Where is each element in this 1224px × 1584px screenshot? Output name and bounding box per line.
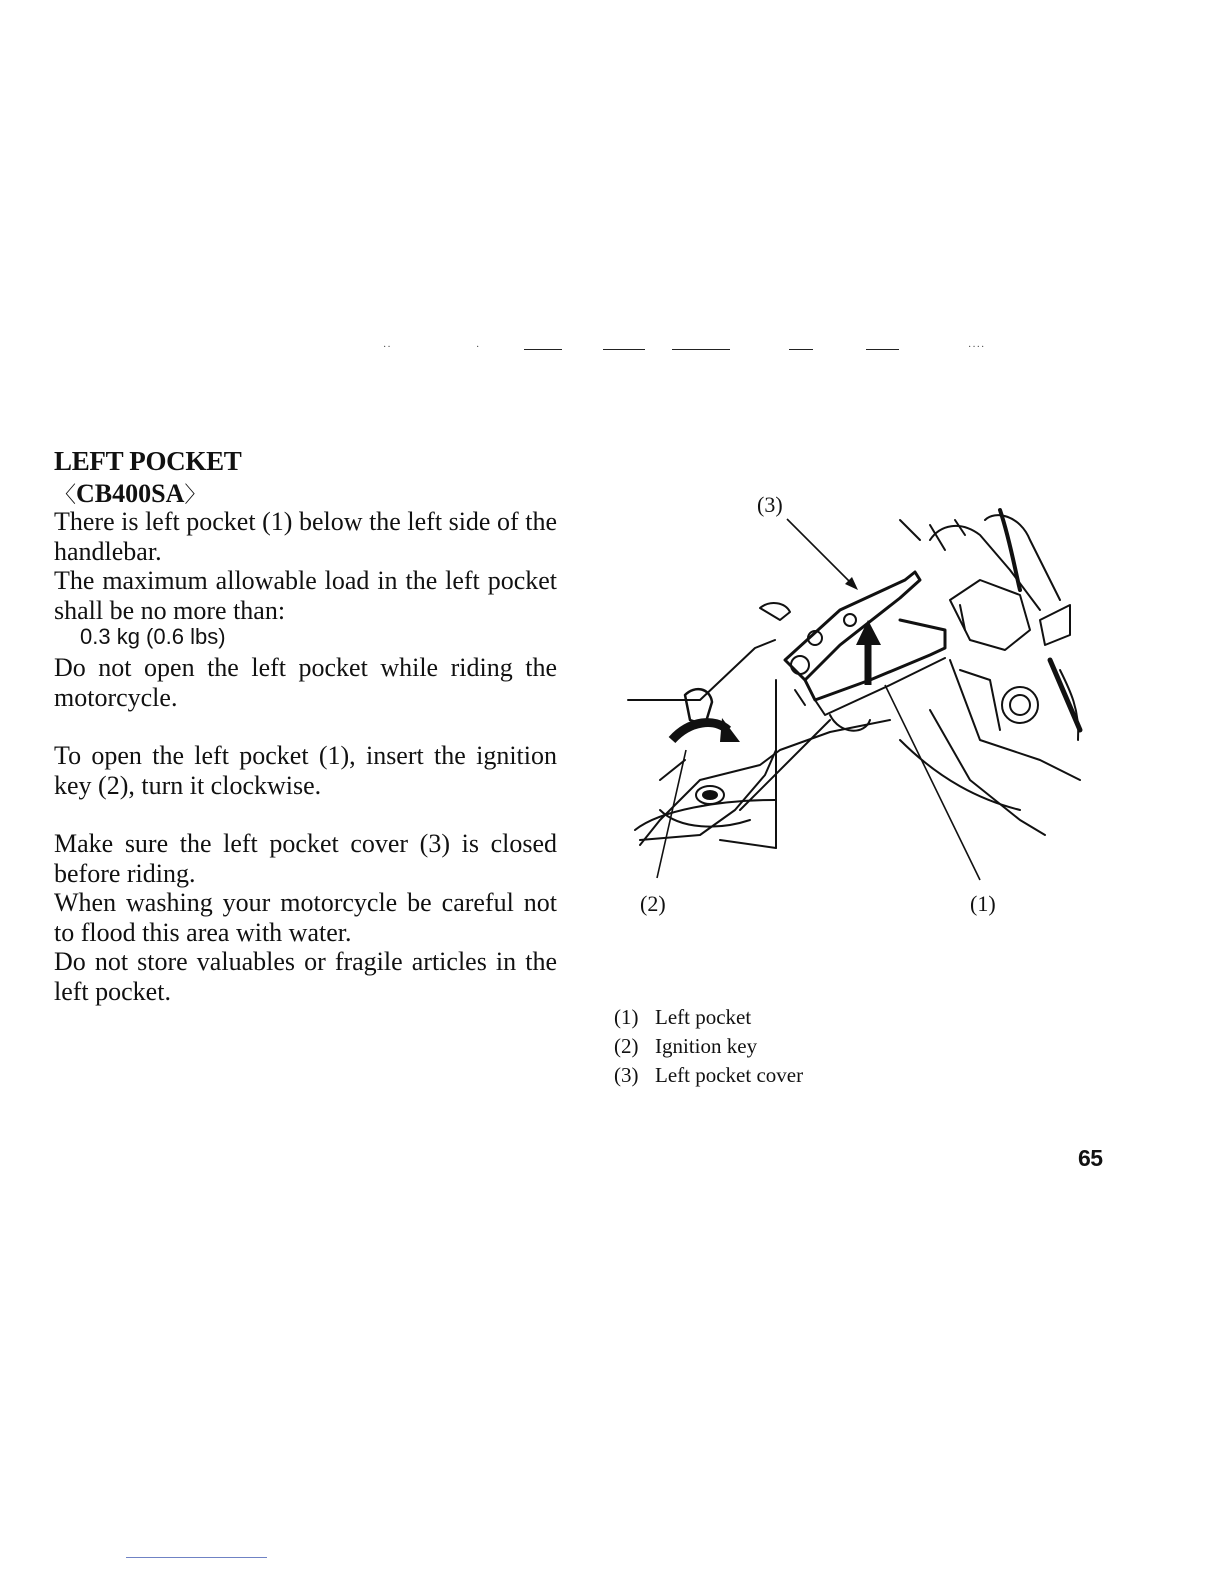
legend-number: (1) — [614, 1005, 639, 1029]
legend-label: Left pocket — [655, 1005, 752, 1029]
legend-number: (3) — [614, 1063, 639, 1087]
paragraph-close-cover: Make sure the left pocket cover (3) is closed before riding. — [54, 829, 557, 888]
legend-number: (2) — [614, 1034, 639, 1058]
model-name: CB400SA — [76, 479, 185, 508]
legend-label: Left pocket cover — [655, 1063, 804, 1087]
legend-label: Ignition key — [655, 1034, 758, 1058]
model-bracket-close: 〉 — [184, 482, 207, 507]
paragraph-valuables: Do not store valuables or fragile articles in the left pocket. — [54, 947, 557, 1006]
paragraph-riding-warning: Do not open the left pocket while riding the motorcycle. — [54, 653, 557, 712]
figure-legend — [614, 1003, 803, 1090]
pocket-drawing — [600, 480, 1100, 940]
model-bracket-open: 〈 — [54, 482, 77, 507]
header-rule — [603, 349, 645, 350]
left-pocket-illustration — [600, 480, 1100, 940]
paragraph-washing: When washing your motorcycle be careful not to flood this area with water. — [54, 888, 557, 947]
rotate-arrow — [672, 723, 728, 740]
lift-arrowhead — [856, 620, 881, 645]
callout-cover: (3) — [757, 492, 783, 517]
header-rule — [866, 349, 899, 350]
paragraph-open-instructions: To open the left pocket (1), insert the ignition key (2), turn it clockwise. — [54, 741, 557, 800]
scan-mark: ·· — [383, 342, 392, 353]
bottom-rule — [126, 1557, 267, 1558]
legend-item — [614, 1032, 803, 1061]
paragraph-max-load: The maximum allowable load in the left pocket shall be no more than: — [54, 566, 557, 625]
model-tag — [54, 478, 206, 509]
scan-mark: · — [476, 342, 481, 353]
page-number: 65 — [1078, 1145, 1103, 1171]
callout-key: (2) — [640, 891, 666, 916]
header-rule — [524, 349, 562, 350]
leader-line-key — [657, 750, 686, 878]
callout-pocket: (1) — [970, 891, 996, 916]
scan-mark: ···· — [968, 342, 986, 353]
paragraph-location: There is left pocket (1) below the left side of the handlebar. — [54, 507, 557, 566]
legend-item — [614, 1003, 803, 1032]
rotate-arrowhead — [720, 718, 740, 742]
header-rule — [672, 349, 730, 350]
load-spec: 0.3 kg (0.6 lbs) — [80, 624, 226, 649]
section-title: LEFT POCKET — [54, 446, 242, 476]
legend-item — [614, 1061, 803, 1090]
leader-line-cover — [787, 519, 850, 582]
header-rule — [789, 349, 813, 350]
